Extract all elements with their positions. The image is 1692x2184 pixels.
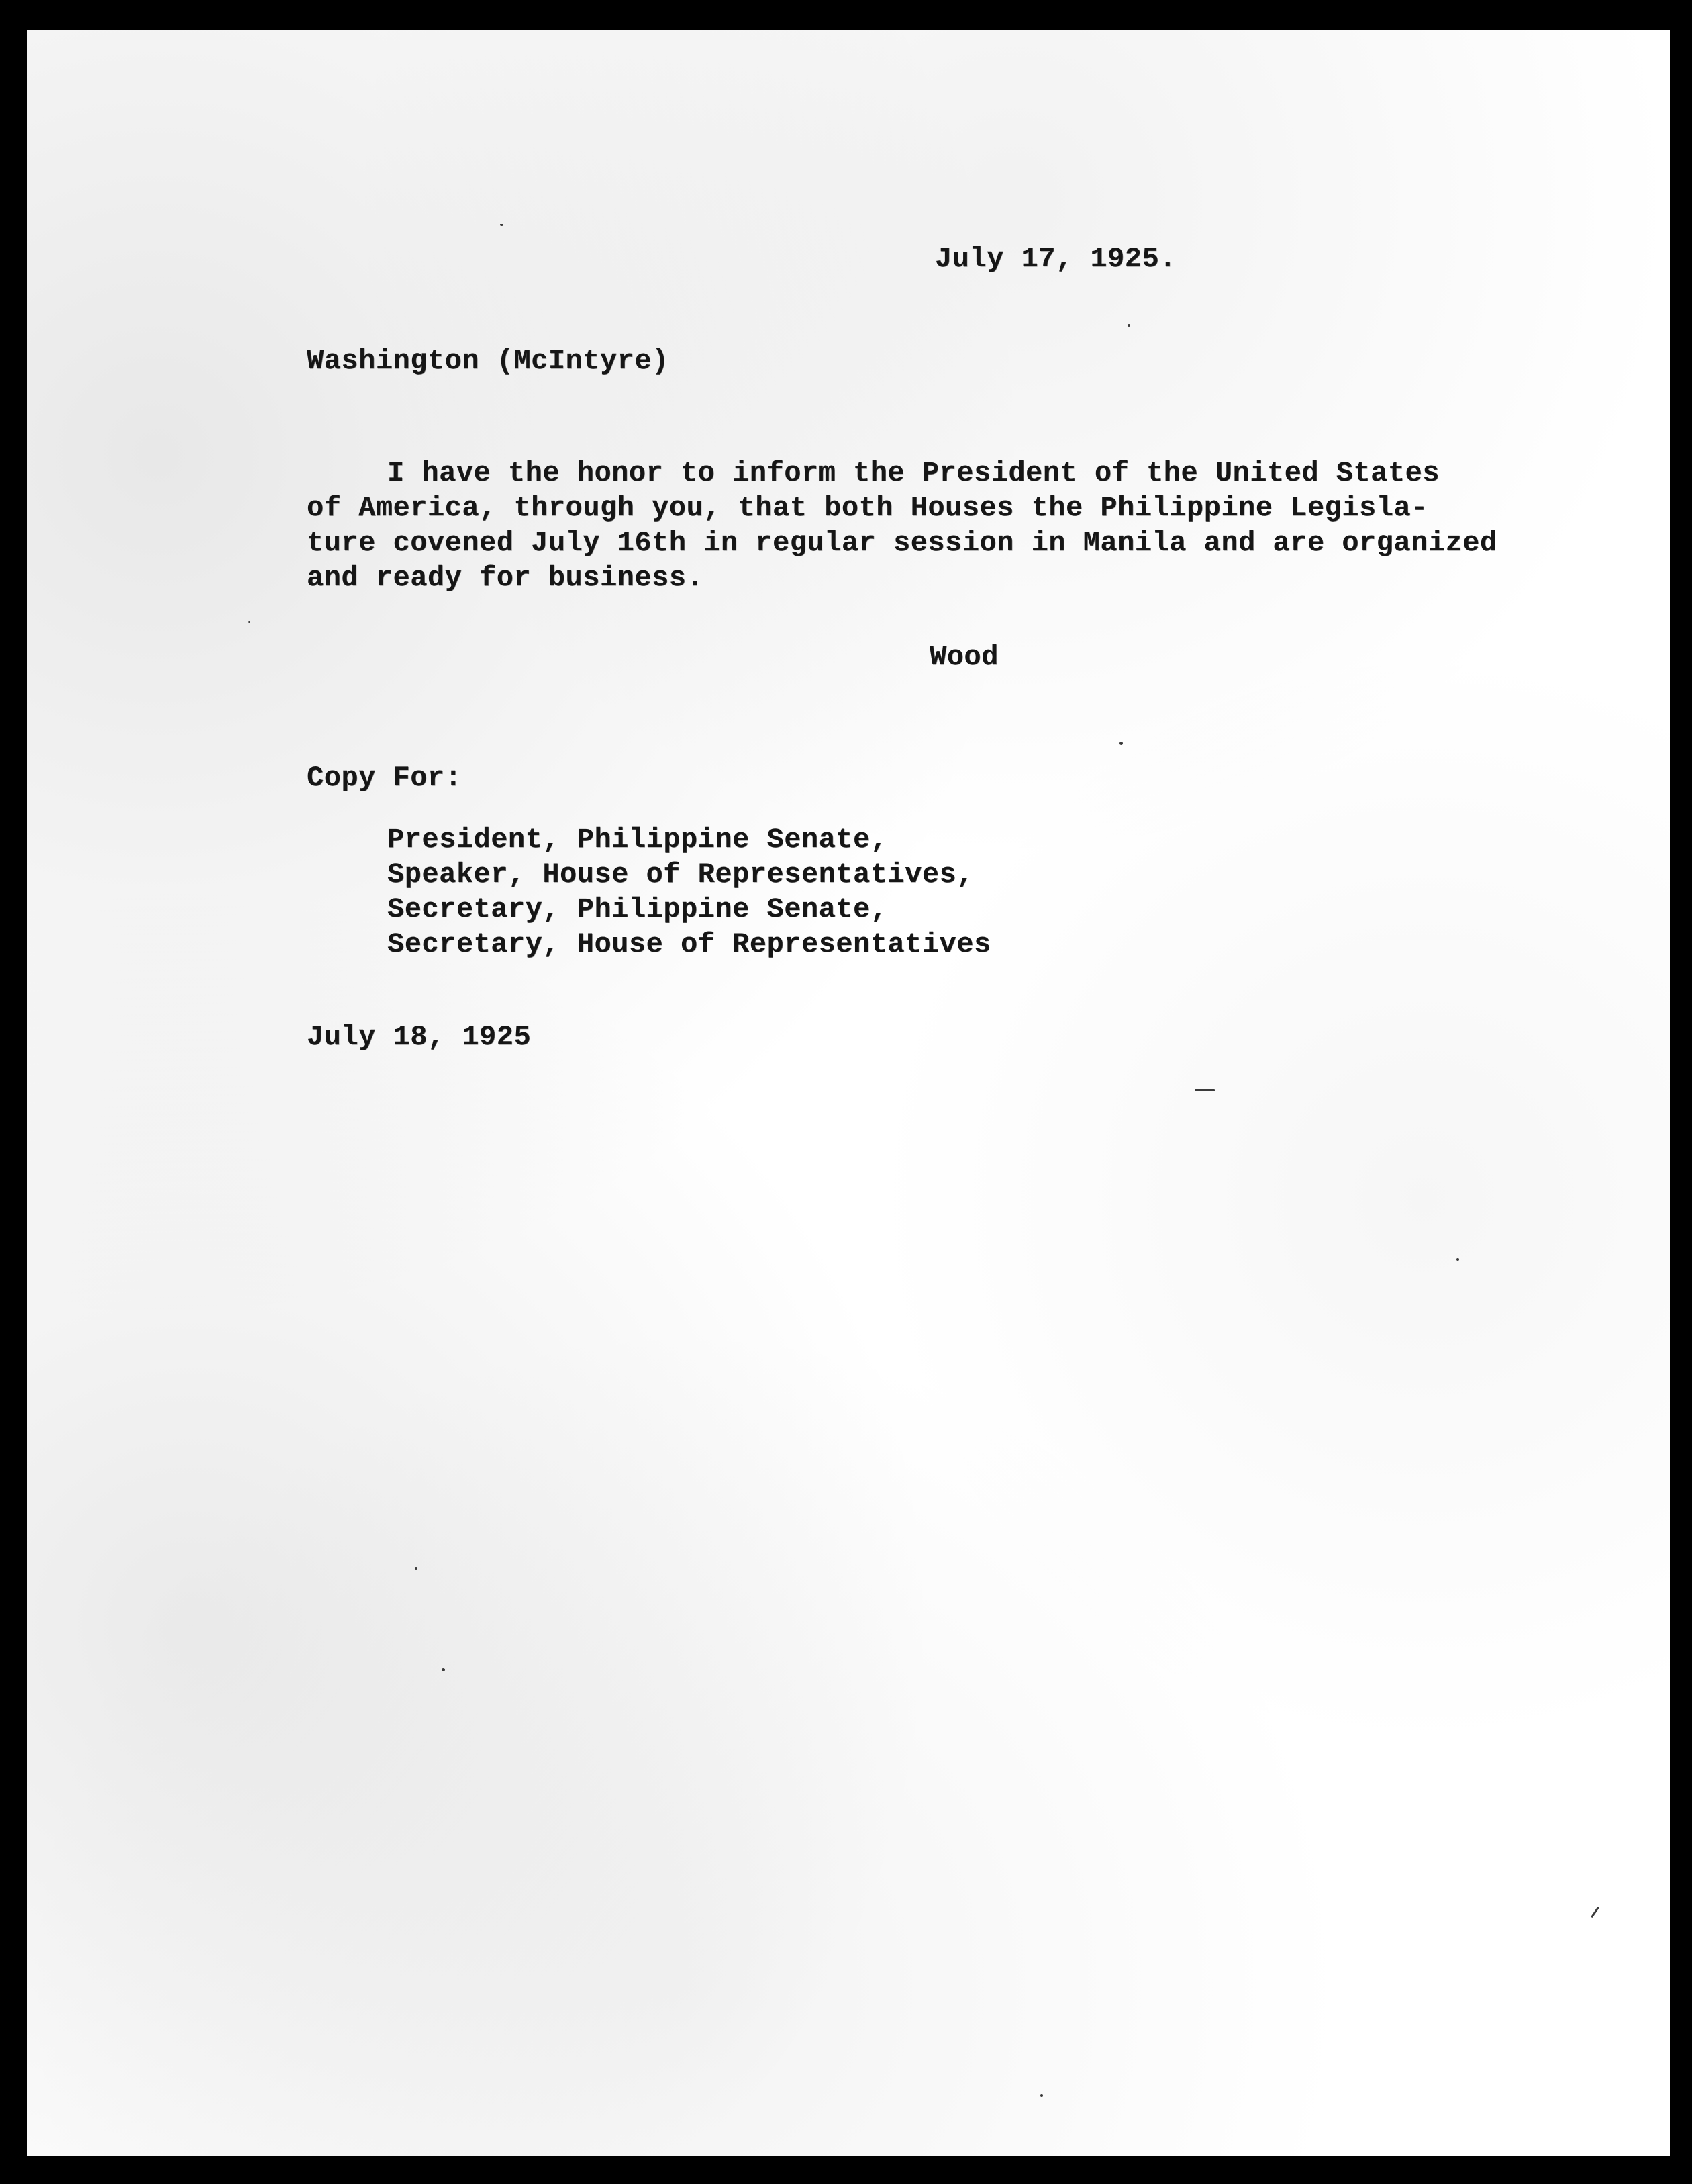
scan-speck	[1128, 324, 1130, 327]
body-line: and ready for business.	[307, 562, 704, 594]
scan-speck	[1119, 742, 1123, 745]
body-line: of America, through you, that both Houses the Philippine Legisla-	[307, 492, 1428, 524]
scan-speck	[1040, 2094, 1043, 2097]
body-line: I have the honor to inform the President of the United States	[387, 457, 1440, 489]
copy-for-label: Copy For:	[307, 762, 462, 794]
scan-speck	[415, 1567, 417, 1570]
body-line: ture covened July 16th in regular session in Manila and are organized	[307, 527, 1497, 559]
scan-speck	[1591, 1907, 1599, 1918]
scan-speck	[500, 224, 503, 226]
scan-speck	[442, 1668, 445, 1671]
letter-date: July 17, 1925.	[935, 243, 1177, 275]
copy-recipient: President, Philippine Senate,	[387, 824, 888, 856]
scan-speck	[1456, 1258, 1459, 1261]
scan-speck	[248, 621, 250, 623]
signature: Wood	[930, 641, 999, 673]
scan-speck	[1195, 1089, 1215, 1091]
copy-recipient: Speaker, House of Representatives,	[387, 858, 974, 891]
copy-recipient: Secretary, Philippine Senate,	[387, 893, 888, 926]
document-page	[27, 30, 1670, 2156]
addressee: Washington (McIntyre)	[307, 345, 669, 377]
footer-date: July 18, 1925	[307, 1021, 532, 1053]
copy-recipient: Secretary, House of Representatives	[387, 928, 991, 960]
